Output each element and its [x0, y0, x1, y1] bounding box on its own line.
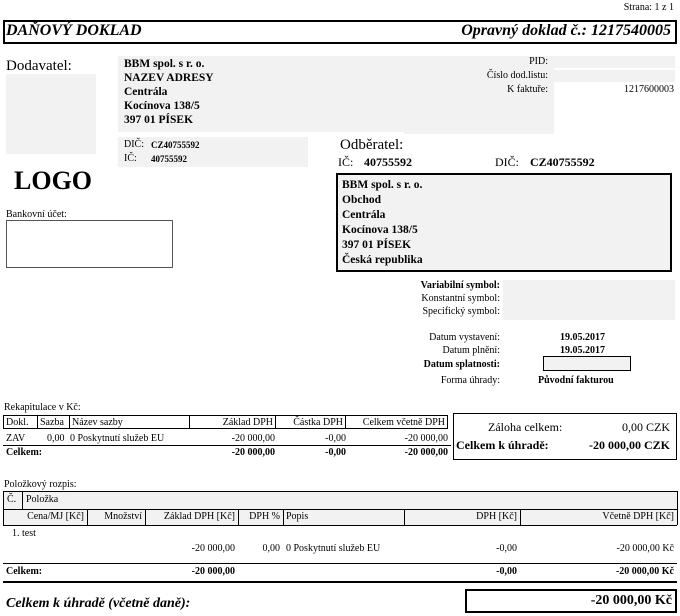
recap-header-rate-name: Název sazby [70, 416, 190, 429]
items-left-border [3, 491, 4, 525]
items-total-all: -20 000,00 Kč [615, 566, 674, 577]
buyer-city: 397 01 PÍSEK [342, 239, 412, 251]
delivery-note-label: Číslo dod.listu: [486, 70, 548, 81]
constant-symbol-label: Konstantní symbol: [421, 293, 500, 304]
recap-row-total: -20 000,00 [404, 433, 448, 444]
recap-divider [3, 445, 451, 446]
correction-document-number: Opravný doklad č.: 1217540005 [461, 22, 671, 39]
amount-due-value: -20 000,00 CZK [589, 438, 670, 452]
items-total-vat: -0,00 [496, 566, 517, 577]
issue-date-label: Datum vystavení: [429, 332, 500, 343]
supplier-street-name: NAZEV ADRESY [124, 72, 214, 84]
buyer-street: Kocínova 138/5 [342, 224, 418, 236]
buyer-dic: CZ40755592 [530, 155, 595, 169]
due-date-box [543, 356, 631, 371]
items-mid-line [3, 509, 677, 510]
recap-total-vat: -0,00 [325, 447, 346, 458]
items-header-vat: DPH [Kč] [476, 511, 517, 522]
item-total: -20 000,00 Kč [616, 543, 674, 554]
items-header-no: Č. [7, 494, 17, 505]
buyer-dic-label: DIČ: [495, 155, 519, 169]
supplier-name: BBM spol. s r. o. [124, 58, 205, 70]
buyer-ic-label: IČ: [338, 155, 354, 169]
items-right-border [677, 491, 678, 525]
items-header-total: Včetně DPH [Kč] [602, 511, 674, 522]
buyer-branch: Centrála [342, 209, 386, 221]
items-col-sep [238, 509, 239, 525]
recap-header-base: Základ DPH [190, 416, 276, 429]
final-total-label: Celkem k úhradě (včetně daně): [6, 596, 191, 611]
buyer-address [336, 173, 672, 272]
recap-title: Rekapitulace v Kč: [4, 402, 81, 413]
items-title: Položkový rozpis: [4, 479, 77, 490]
recap-header-vat: Částka DPH [276, 416, 346, 429]
recap-total-base: -20 000,00 [231, 447, 275, 458]
logo-placeholder [6, 74, 96, 154]
items-top-line [3, 491, 677, 492]
items-header-item: Položka [26, 494, 59, 505]
bank-account-label: Bankovní účet: [6, 209, 67, 220]
items-header-vat-rate: DPH % [249, 511, 280, 522]
specific-symbol-label: Specifický symbol: [422, 306, 500, 317]
symbols-bg [503, 280, 675, 320]
supplier-label: Dodavatel: [6, 58, 72, 74]
buyer-name: BBM spol. s r. o. [342, 179, 423, 191]
supplier-branch: Centrála [124, 86, 168, 98]
buyer-label: Odběratel: [340, 137, 404, 153]
issue-date: 19.05.2017 [560, 332, 605, 343]
amount-due-label: Celkem k úhradě: [456, 438, 549, 452]
invoice-ref-value: 1217600003 [624, 84, 674, 95]
supplier-dic-label: DIČ: [124, 139, 144, 150]
advance-value: 0,00 CZK [622, 420, 670, 434]
recap-total-label: Celkem: [6, 447, 43, 458]
buyer-ic: 40755592 [364, 155, 412, 169]
recap-header-total: Celkem včetně DPH [346, 416, 448, 429]
supplier-city: 397 01 PÍSEK [124, 114, 194, 126]
items-col-sep [404, 509, 405, 525]
buyer-division: Obchod [342, 194, 381, 206]
pid-label: PID: [529, 56, 548, 67]
bank-account-box [6, 220, 173, 268]
logo: LOGO [14, 166, 93, 195]
supplier-ic-label: IČ: [124, 153, 137, 164]
final-total-value: -20 000,00 Kč [590, 593, 672, 608]
recap-row-base: -20 000,00 [231, 433, 275, 444]
items-col-sep [87, 509, 88, 525]
items-header-quantity: Množství [104, 511, 142, 522]
items-col-sep [283, 509, 284, 525]
supplier-street: Kocínova 138/5 [124, 100, 200, 112]
items-col-sep [22, 491, 23, 509]
items-bottom-line [3, 525, 677, 526]
items-col-sep [145, 509, 146, 525]
buyer-country: Česká republika [342, 254, 423, 266]
items-total-label: Celkem: [6, 566, 43, 577]
recap-header-rate: Sazba [38, 416, 70, 429]
item-vat: -0,00 [496, 543, 517, 554]
items-bottom-thick-line [3, 581, 677, 583]
items-total-divider [3, 563, 677, 564]
delivery-value-bg [530, 70, 675, 82]
items-header-base: Základ DPH [Kč] [163, 511, 235, 522]
item-description: 0 Poskytnutí služeb EU [286, 543, 381, 554]
recap-table [3, 415, 448, 429]
items-header-description: Popis [286, 511, 309, 522]
pid-value-bg [530, 56, 675, 68]
variable-symbol-label: Variabilní symbol: [420, 280, 500, 291]
items-header-unit-price: Cena/MJ [Kč] [27, 511, 84, 522]
supplier-dic-row [124, 139, 200, 150]
recap-header-row [4, 416, 448, 429]
fulfilment-date-label: Datum plnění: [442, 345, 500, 356]
supplier-ids [118, 137, 308, 167]
recap-row-rate: 0,00 [47, 433, 65, 444]
advance-label: Záloha celkem: [488, 420, 563, 434]
supplier-ic-row [124, 153, 187, 164]
items-total-base: -20 000,00 [191, 566, 235, 577]
page-number: Strana: 1 z 1 [623, 2, 674, 13]
recap-row-rate-name: 0 Poskytnutí služeb EU [70, 433, 165, 444]
payment-method: Původní fakturou [538, 375, 614, 386]
recap-header-doc: Dokl. [4, 416, 38, 429]
supplier-ic: 40755592 [151, 154, 187, 164]
recap-row-vat: -0,00 [325, 433, 346, 444]
payment-method-label: Forma úhrady: [440, 375, 500, 386]
item-base: -20 000,00 [191, 543, 235, 554]
supplier-address [118, 56, 404, 132]
items-col-sep [520, 509, 521, 525]
item-vat-rate: 0,00 [262, 543, 280, 554]
supplier-dic: CZ40755592 [151, 140, 200, 150]
fulfilment-date: 19.05.2017 [560, 345, 605, 356]
invoice-ref-label: K faktuře: [507, 84, 548, 95]
item-name: 1. test [12, 528, 36, 539]
due-date-label: Datum splatnosti: [423, 359, 500, 370]
document-title: DAŇOVÝ DOKLAD [6, 22, 142, 39]
recap-row-doc: ZAV [6, 433, 26, 444]
recap-total-all: -20 000,00 [404, 447, 448, 458]
